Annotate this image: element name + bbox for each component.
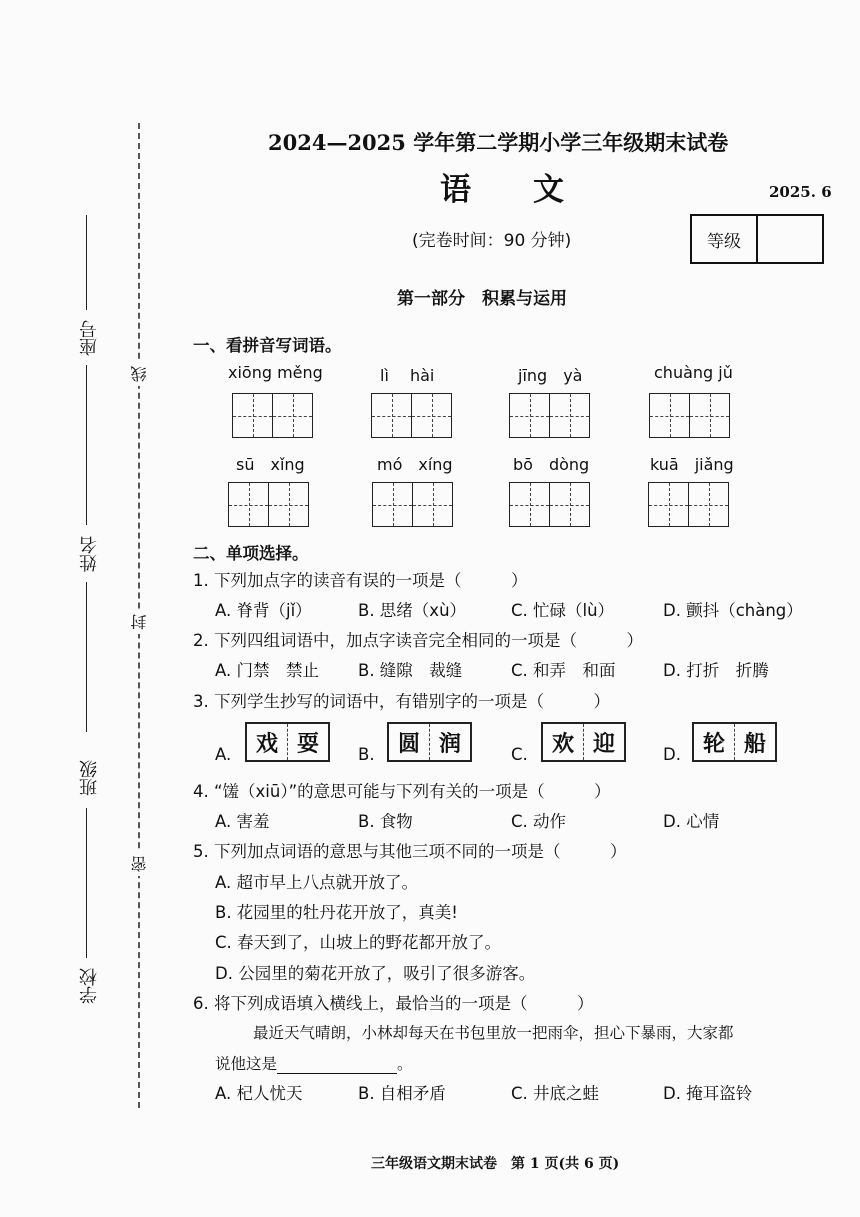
q6-option-d[interactable]: D. 掩耳盗铃	[663, 1084, 753, 1103]
q2-option-d[interactable]: D. 打折 折腾	[663, 661, 769, 680]
q3-b-char-1: 圆	[397, 731, 420, 757]
class-line	[86, 808, 87, 958]
seat-line	[86, 215, 87, 310]
section-title: 第一部分 积累与运用	[397, 289, 567, 309]
q3-option-a[interactable]: A.	[215, 745, 232, 764]
seal-char-feng: 封	[128, 610, 151, 634]
pinyin-5: sū xǐng	[236, 455, 305, 474]
q3-a-char-1: 戏	[255, 731, 278, 757]
q6-option-c[interactable]: C. 井底之蛙	[511, 1084, 600, 1103]
seat-label: 座号	[79, 320, 100, 356]
answer-grid-3[interactable]	[509, 393, 590, 438]
q3-c-char-1: 欢	[551, 731, 574, 757]
q3-option-b[interactable]: B.	[358, 745, 375, 764]
grade-label: 等级	[692, 216, 758, 262]
q6-passage-end: 。	[397, 1055, 413, 1073]
q6-fill-blank[interactable]	[277, 1059, 397, 1074]
class-label: 班级	[79, 760, 100, 796]
q3-handwriting-c	[541, 722, 626, 762]
name-label: 姓名	[79, 536, 100, 572]
pinyin-4: chuàng jǔ	[654, 363, 733, 382]
q4-option-d[interactable]: D. 心情	[663, 812, 720, 831]
q4-text: 4. “馐（xiū）”的意思可能与下列有关的一项是（ ）	[193, 782, 611, 801]
answer-grid-7[interactable]	[509, 482, 590, 527]
q5-option-a[interactable]: A. 超市早上八点就开放了。	[215, 873, 418, 892]
pinyin-3: jīng yà	[518, 366, 583, 385]
exam-date: 2025. 6	[769, 183, 832, 201]
q6-passage-line2	[215, 1052, 413, 1074]
q1-option-d[interactable]: D. 颤抖（chàng）	[663, 601, 803, 620]
q3-handwriting-a	[245, 722, 330, 762]
q3-d-char-2: 船	[734, 724, 775, 760]
pinyin-6: mó xíng	[377, 455, 453, 474]
exam-title: 2024—2025 学年第二学期小学三年级期末试卷	[268, 130, 729, 155]
seal-char-xian: 线	[128, 362, 151, 386]
name-line-bottom	[86, 582, 87, 732]
q6-passage-line1: 最近天气晴朗，小林却每天在书包里放一把雨伞，担心下暴雨，大家都	[253, 1024, 734, 1042]
q4-option-b[interactable]: B. 食物	[358, 812, 413, 831]
q1-option-a[interactable]: A. 脊背（jǐ）	[215, 601, 312, 620]
name-line-top	[86, 365, 87, 525]
q3-option-c[interactable]: C.	[511, 745, 528, 764]
answer-grid-4[interactable]	[649, 393, 730, 438]
q5-text: 5. 下列加点词语的意思与其他三项不同的一项是（ ）	[193, 842, 627, 861]
school-label: 学校	[79, 968, 100, 1004]
pinyin-2: lì hài	[380, 366, 435, 385]
q6-text: 6. 将下列成语填入横线上，最恰当的一项是（ ）	[193, 994, 594, 1013]
q5-option-b[interactable]: B. 花园里的牡丹花开放了，真美!	[215, 903, 458, 922]
q6-option-a[interactable]: A. 杞人忧天	[215, 1084, 303, 1103]
pinyin-7: bō dòng	[513, 455, 590, 474]
q3-option-d[interactable]: D.	[663, 745, 681, 764]
q6-option-b[interactable]: B. 自相矛盾	[358, 1084, 446, 1103]
answer-grid-2[interactable]	[371, 393, 452, 438]
q2-option-a[interactable]: A. 门禁 禁止	[215, 661, 319, 680]
q5-option-c[interactable]: C. 春天到了，山坡上的野花都开放了。	[215, 933, 502, 952]
q1-text: 1. 下列加点字的读音有误的一项是（ ）	[193, 571, 528, 590]
q4-option-c[interactable]: C. 动作	[511, 812, 567, 831]
q2-option-c[interactable]: C. 和弄 和面	[511, 661, 616, 680]
q4-option-a[interactable]: A. 害羞	[215, 812, 270, 831]
exam-duration: (完卷时间：90 分钟)	[412, 231, 572, 251]
q3-c-char-2: 迎	[583, 724, 624, 760]
q6-passage-text: 说他这是	[215, 1055, 278, 1073]
answer-grid-8[interactable]	[648, 482, 729, 527]
page-footer: 三年级语文期末试卷 第 1 页(共 6 页)	[371, 1156, 620, 1172]
subject-title: 语 文	[440, 172, 564, 208]
pinyin-1: xiōng měng	[228, 363, 323, 382]
q5-option-d[interactable]: D. 公园里的菊花开放了，吸引了很多游客。	[215, 964, 536, 983]
q3-a-char-2: 耍	[287, 724, 328, 760]
part1-heading: 一、看拼音写词语。	[193, 336, 342, 355]
pinyin-8: kuā jiǎng	[650, 455, 734, 474]
part2-heading: 二、单项选择。	[193, 544, 309, 563]
q1-option-c[interactable]: C. 忙碌（lù）	[511, 601, 615, 620]
answer-grid-6[interactable]	[372, 482, 453, 527]
answer-grid-5[interactable]	[228, 482, 309, 527]
q2-text: 2. 下列四组词语中，加点字读音完全相同的一项是（ ）	[193, 631, 643, 650]
q3-handwriting-d	[692, 722, 777, 762]
q3-text: 3. 下列学生抄写的词语中，有错别字的一项是（ ）	[193, 692, 610, 711]
seal-char-mi: 密	[128, 852, 151, 876]
q3-d-char-1: 轮	[702, 731, 725, 757]
q3-handwriting-b	[387, 722, 472, 762]
q1-option-b[interactable]: B. 思绪（xù）	[358, 601, 467, 620]
answer-grid-1[interactable]	[232, 393, 313, 438]
q2-option-b[interactable]: B. 缝隙 裁缝	[358, 661, 463, 680]
grade-box	[690, 214, 824, 264]
grade-value-cell	[758, 216, 822, 262]
q3-b-char-2: 润	[429, 724, 470, 760]
